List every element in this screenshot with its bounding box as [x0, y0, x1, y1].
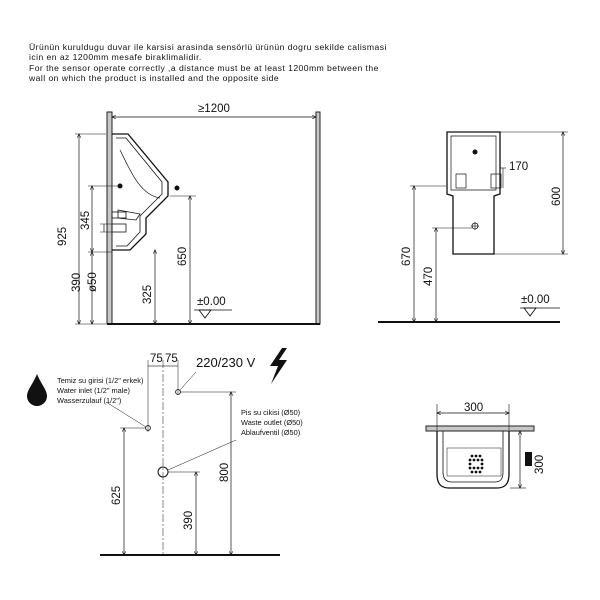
- water-inlet-label-de: Wasserzulauf (1/2"): [57, 396, 122, 405]
- top-view: [426, 404, 534, 488]
- sensor-point: [118, 184, 122, 188]
- note-en-line-1: For the sensor operate correctly ,a distance must be at least 1200mm between the: [29, 63, 379, 73]
- dim-diameter-50: ø50: [87, 272, 99, 292]
- waste-pipe: [112, 224, 126, 232]
- dim-300-width: 300: [464, 402, 484, 414]
- dim-325: 325: [142, 284, 154, 304]
- waste-outlet-label-en: Waste outlet (Ø50): [241, 418, 303, 427]
- lightning-bolt-icon: [270, 348, 287, 384]
- water-inlet-label-tr: Temiz su girisi (1/2" erkek): [57, 376, 144, 385]
- dim-345: 345: [80, 210, 92, 230]
- dim-625: 625: [111, 485, 123, 505]
- floor-level-front: ±0.00: [521, 294, 550, 306]
- floor-level-marker-icon: [524, 308, 536, 316]
- dim-800: 800: [219, 462, 231, 482]
- drain-grille-icon: [469, 455, 484, 474]
- dim-925: 925: [57, 226, 69, 246]
- sensor-front: [473, 150, 477, 154]
- side-view: [75, 112, 320, 324]
- left-wall: [107, 112, 112, 324]
- dim-600: 600: [551, 186, 563, 206]
- floor-level-marker-icon: [199, 310, 211, 318]
- waste-outlet-label-tr: Pis su cikisi (Ø50): [241, 408, 301, 417]
- dim-75-left: 75: [150, 353, 163, 365]
- floor-level-side: ±0.00: [197, 296, 226, 308]
- top-wall: [426, 426, 534, 431]
- dim-75-right: 75: [165, 353, 178, 365]
- dim-650: 650: [177, 246, 189, 266]
- water-inlet-label-en: Water inlet (1/2" male): [57, 386, 130, 395]
- dim-300-depth: 300: [534, 454, 546, 474]
- power-supply-label: 220/230 V: [196, 355, 256, 370]
- note-tr-line-1: Ürünün kuruldugu duvar ile karsisi arasinda sensörlü ürünün dogru sekilde calismasi: [29, 42, 387, 52]
- opposite-wall: [316, 112, 320, 324]
- dim-470: 470: [423, 266, 435, 286]
- note-tr-line-2: icin en az 1200mm mesafe biraklimalidir.: [29, 52, 202, 62]
- dim-170: 170: [509, 161, 529, 173]
- dim-clearance: ≥1200: [198, 103, 230, 115]
- dim-390-installation: 390: [183, 510, 195, 530]
- dim-390-side: 390: [71, 272, 83, 292]
- note-en-line-2: wall on which the product is installed and the opposite side: [29, 73, 280, 83]
- water-drop-icon: [27, 374, 47, 406]
- dim-670: 670: [401, 246, 413, 266]
- waste-outlet-label-de: Ablaufventil (Ø50): [241, 428, 301, 437]
